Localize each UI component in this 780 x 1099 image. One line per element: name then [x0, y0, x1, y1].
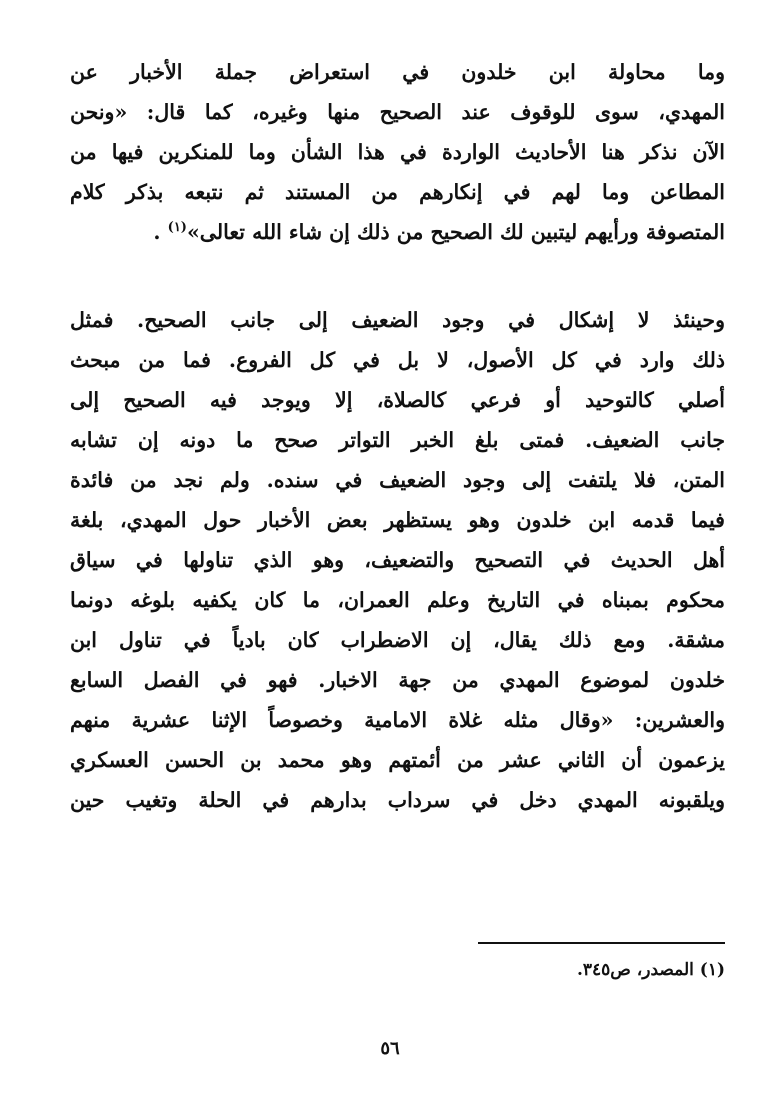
- text-line: المهدي، سوى للوقوف عند الصحيح منها وغيره، كما قال: «ونحن: [70, 100, 725, 124]
- text-line: المطاعن وما لهم في إنكارهم من المستند ثم نتبعه بذكر كلام: [70, 180, 725, 204]
- text-line: فيما قدمه ابن خلدون وهو يستظهر بعض الأخبار حول المهدي، بلغة: [70, 508, 725, 532]
- footnote-divider: [478, 942, 725, 944]
- text-line: مشقة. ومع ذلك يقال، إن الاضطراب كان بادياً في تناول ابن: [70, 628, 725, 652]
- footnote-reference: (١): [167, 220, 187, 236]
- text-line: أصلي كالتوحيد أو فرعي كالصلاة، إلا ويوجد فيه الصحيح إلى: [70, 388, 725, 412]
- footnote: (١) المصدر، ص٣٤٥.: [576, 960, 725, 980]
- page-number: ٥٦: [380, 1038, 400, 1059]
- paragraph-2: [70, 300, 725, 820]
- text-line: يزعمون أن الثاني عشر من أئمتهم وهو محمد بن الحسن العسكري: [70, 748, 725, 772]
- text-line: جانب الضعيف. فمتى بلغ الخبر التواتر صحح ما دونه إن تشابه: [70, 428, 725, 452]
- text-line: ذلك وارد في كل الأصول، لا بل في كل الفروع. فما من مبحث: [70, 348, 725, 372]
- text-line: محكوم بمبناه في التاريخ وعلم العمران، ما كان يكفيه بلوغه دونما: [70, 588, 725, 612]
- text-line: أهل الحديث في التصحيح والتضعيف، وهو الذي تناولها في سياق: [70, 548, 725, 572]
- sentence-end-period: .: [153, 220, 161, 244]
- text-line: ويلقبونه المهدي دخل في سرداب بدارهم في الحلة وتغيب حين: [70, 788, 725, 812]
- text-line: وما محاولة ابن خلدون في استعراض جملة الأخبار عن: [70, 60, 725, 84]
- text-line: والعشرين: «وقال مثله غلاة الامامية وخصوصاً الإثنا عشرية منهم: [70, 708, 725, 732]
- text-line: [70, 212, 725, 252]
- paragraph-1: [70, 52, 725, 252]
- text-line: وحينئذ لا إشكال في وجود الضعيف إلى جانب الصحيح. فمثل: [70, 308, 725, 332]
- text-line: الآن نذكر هنا الأحاديث الواردة في هذا الشأن وما للمنكرين فيها من: [70, 140, 725, 164]
- text-line: خلدون لموضوع المهدي من جهة الاخبار. فهو في الفصل السابع: [70, 668, 725, 692]
- text-line: المتن، فلا يلتفت إلى وجود الضعيف في سنده. ولم نجد من فائدة: [70, 468, 725, 492]
- text-line-content: المتصوفة ورأيهم ليتبين لك الصحيح من ذلك إن شاء الله تعالى»: [186, 220, 725, 244]
